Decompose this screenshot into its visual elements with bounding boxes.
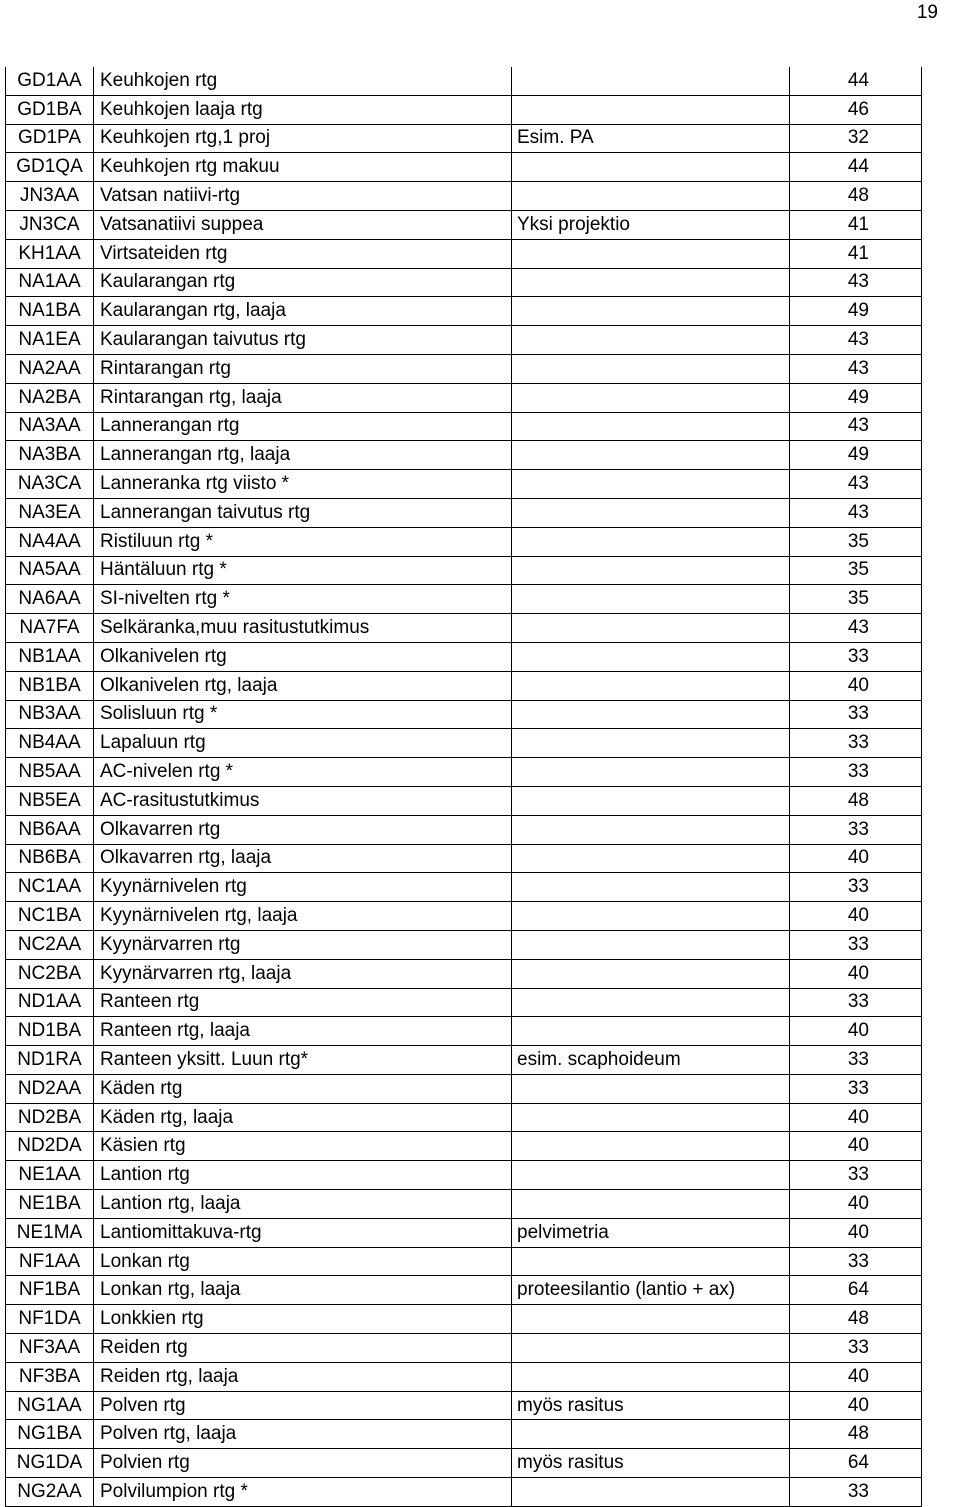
table-row: [6, 873, 922, 902]
procedure-name-cell: Kyynärnivelen rtg: [94, 873, 512, 902]
table-row: [6, 297, 922, 326]
procedure-code-cell: KH1AA: [6, 239, 94, 268]
table-row: [6, 902, 922, 931]
procedure-value-cell: 48: [790, 1305, 922, 1334]
procedure-code-cell: NF1DA: [6, 1305, 94, 1334]
procedure-code-cell: NF1BA: [6, 1276, 94, 1305]
procedure-value-cell: 43: [790, 326, 922, 355]
procedure-note-cell: [512, 556, 790, 585]
procedure-name-cell: Virtsateiden rtg: [94, 239, 512, 268]
table-row: [6, 1017, 922, 1046]
procedure-name-cell: Ranteen rtg, laaja: [94, 1017, 512, 1046]
procedure-name-cell: Polvien rtg: [94, 1449, 512, 1478]
procedure-value-cell: 33: [790, 758, 922, 787]
procedure-note-cell: [512, 67, 790, 95]
procedure-value-cell: 33: [790, 700, 922, 729]
procedure-name-cell: Kaularangan taivutus rtg: [94, 326, 512, 355]
table-row: [6, 210, 922, 239]
procedure-value-cell: 49: [790, 297, 922, 326]
procedure-note-cell: [512, 873, 790, 902]
procedure-note-cell: [512, 1074, 790, 1103]
procedure-note-cell: [512, 1334, 790, 1363]
procedure-note-cell: [512, 786, 790, 815]
procedure-value-cell: 33: [790, 1478, 922, 1507]
procedure-code-cell: NA3EA: [6, 498, 94, 527]
procedure-name-cell: Ranteen yksitt. Luun rtg*: [94, 1046, 512, 1075]
procedure-note-cell: pelvimetria: [512, 1218, 790, 1247]
procedure-code-cell: NA2BA: [6, 383, 94, 412]
procedure-code-cell: NC1BA: [6, 902, 94, 931]
procedure-value-cell: 35: [790, 585, 922, 614]
procedure-note-cell: [512, 758, 790, 787]
procedure-value-cell: 49: [790, 383, 922, 412]
procedure-name-cell: Kaularangan rtg, laaja: [94, 297, 512, 326]
procedure-name-cell: Vatsan natiivi-rtg: [94, 182, 512, 211]
table-row: [6, 671, 922, 700]
procedure-value-cell: 40: [790, 1017, 922, 1046]
procedure-name-cell: Keuhkojen laaja rtg: [94, 95, 512, 124]
procedure-value-cell: 46: [790, 95, 922, 124]
procedure-code-cell: NB5EA: [6, 786, 94, 815]
procedure-name-cell: Lantion rtg: [94, 1161, 512, 1190]
procedure-code-cell: NA3CA: [6, 470, 94, 499]
procedure-note-cell: [512, 412, 790, 441]
table-row: [6, 930, 922, 959]
procedure-code-cell: NB6AA: [6, 815, 94, 844]
procedure-note-cell: proteesilantio (lantio + ax): [512, 1276, 790, 1305]
procedure-code-cell: NC1AA: [6, 873, 94, 902]
procedure-value-cell: 41: [790, 239, 922, 268]
procedure-note-cell: [512, 268, 790, 297]
procedure-name-cell: Olkanivelen rtg, laaja: [94, 671, 512, 700]
procedure-note-cell: [512, 930, 790, 959]
table-row: [6, 585, 922, 614]
procedure-code-cell: NA1EA: [6, 326, 94, 355]
procedure-name-cell: Lapaluun rtg: [94, 729, 512, 758]
procedure-name-cell: Reiden rtg, laaja: [94, 1362, 512, 1391]
procedure-value-cell: 64: [790, 1449, 922, 1478]
procedure-note-cell: [512, 297, 790, 326]
procedure-value-cell: 64: [790, 1276, 922, 1305]
procedure-name-cell: Käden rtg, laaja: [94, 1103, 512, 1132]
procedure-code-cell: NA3BA: [6, 441, 94, 470]
procedure-code-cell: ND2DA: [6, 1132, 94, 1161]
procedure-note-cell: [512, 182, 790, 211]
procedure-code-cell: NA2AA: [6, 354, 94, 383]
procedure-note-cell: [512, 470, 790, 499]
procedure-name-cell: Keuhkojen rtg,1 proj: [94, 124, 512, 153]
procedure-value-cell: 40: [790, 902, 922, 931]
table-row: [6, 182, 922, 211]
procedure-name-cell: Selkäranka,muu rasitustutkimus: [94, 614, 512, 643]
procedure-value-cell: 44: [790, 67, 922, 95]
procedure-code-cell: NF1AA: [6, 1247, 94, 1276]
procedure-note-cell: [512, 1190, 790, 1219]
procedure-note-cell: [512, 1305, 790, 1334]
procedure-name-cell: Lonkan rtg: [94, 1247, 512, 1276]
procedure-code-cell: GD1PA: [6, 124, 94, 153]
procedure-name-cell: Häntäluun rtg *: [94, 556, 512, 585]
procedure-name-cell: SI-nivelten rtg *: [94, 585, 512, 614]
table-row: [6, 470, 922, 499]
procedure-name-cell: Lannerangan rtg, laaja: [94, 441, 512, 470]
procedure-name-cell: Kaularangan rtg: [94, 268, 512, 297]
procedure-name-cell: Solisluun rtg *: [94, 700, 512, 729]
procedure-note-cell: [512, 153, 790, 182]
procedure-note-cell: [512, 959, 790, 988]
table-row: [6, 326, 922, 355]
table-row: [6, 614, 922, 643]
procedure-value-cell: 40: [790, 1218, 922, 1247]
procedure-code-cell: NB3AA: [6, 700, 94, 729]
procedure-note-cell: [512, 585, 790, 614]
procedure-code-table: [5, 67, 922, 1507]
procedure-code-cell: NA6AA: [6, 585, 94, 614]
procedure-code-cell: NB1BA: [6, 671, 94, 700]
procedure-value-cell: 43: [790, 412, 922, 441]
procedure-name-cell: AC-nivelen rtg *: [94, 758, 512, 787]
procedure-value-cell: 40: [790, 1391, 922, 1420]
procedure-name-cell: Polven rtg: [94, 1391, 512, 1420]
procedure-value-cell: 33: [790, 930, 922, 959]
table-row: [6, 153, 922, 182]
procedure-code-cell: NB4AA: [6, 729, 94, 758]
procedure-code-cell: ND1RA: [6, 1046, 94, 1075]
procedure-value-cell: 33: [790, 1334, 922, 1363]
procedure-value-cell: 43: [790, 498, 922, 527]
procedure-value-cell: 33: [790, 815, 922, 844]
procedure-note-cell: [512, 815, 790, 844]
procedure-code-cell: NE1MA: [6, 1218, 94, 1247]
procedure-name-cell: Lannerangan rtg: [94, 412, 512, 441]
procedure-value-cell: 40: [790, 671, 922, 700]
table-row: [6, 354, 922, 383]
procedure-value-cell: 43: [790, 268, 922, 297]
procedure-note-cell: [512, 1478, 790, 1507]
procedure-code-cell: JN3AA: [6, 182, 94, 211]
procedure-note-cell: Esim. PA: [512, 124, 790, 153]
procedure-code-cell: NA1BA: [6, 297, 94, 326]
procedure-name-cell: Ranteen rtg: [94, 988, 512, 1017]
table-row: [6, 1190, 922, 1219]
procedure-note-cell: [512, 1420, 790, 1449]
procedure-note-cell: [512, 1247, 790, 1276]
procedure-code-cell: ND1AA: [6, 988, 94, 1017]
table-row: [6, 1449, 922, 1478]
table-row: [6, 700, 922, 729]
procedure-value-cell: 40: [790, 1132, 922, 1161]
procedure-name-cell: Olkavarren rtg, laaja: [94, 844, 512, 873]
procedure-code-cell: NG2AA: [6, 1478, 94, 1507]
procedure-note-cell: myös rasitus: [512, 1391, 790, 1420]
procedure-note-cell: [512, 1362, 790, 1391]
procedure-code-cell: NA7FA: [6, 614, 94, 643]
procedure-name-cell: Olkavarren rtg: [94, 815, 512, 844]
table-row: [6, 642, 922, 671]
procedure-note-cell: [512, 1132, 790, 1161]
procedure-note-cell: [512, 1017, 790, 1046]
procedure-note-cell: esim. scaphoideum: [512, 1046, 790, 1075]
procedure-value-cell: 49: [790, 441, 922, 470]
procedure-code-cell: NC2AA: [6, 930, 94, 959]
table-row: [6, 268, 922, 297]
table-row: [6, 1161, 922, 1190]
table-row: [6, 1132, 922, 1161]
procedure-code-cell: GD1AA: [6, 67, 94, 95]
procedure-name-cell: Ristiluun rtg *: [94, 527, 512, 556]
procedure-code-cell: ND2AA: [6, 1074, 94, 1103]
page-number: 19: [916, 2, 938, 23]
table-row: [6, 758, 922, 787]
table-row: [6, 383, 922, 412]
procedure-note-cell: [512, 844, 790, 873]
procedure-code-cell: NB6BA: [6, 844, 94, 873]
procedure-code-cell: GD1QA: [6, 153, 94, 182]
procedure-name-cell: Lonkkien rtg: [94, 1305, 512, 1334]
procedure-note-cell: [512, 326, 790, 355]
table-row: [6, 412, 922, 441]
procedure-value-cell: 43: [790, 614, 922, 643]
procedure-name-cell: Rintarangan rtg: [94, 354, 512, 383]
procedure-note-cell: [512, 614, 790, 643]
table-row: [6, 67, 922, 95]
procedure-value-cell: 35: [790, 527, 922, 556]
procedure-note-cell: [512, 902, 790, 931]
procedure-name-cell: Olkanivelen rtg: [94, 642, 512, 671]
procedure-name-cell: Polvilumpion rtg *: [94, 1478, 512, 1507]
procedure-code-cell: NA4AA: [6, 527, 94, 556]
procedure-value-cell: 33: [790, 729, 922, 758]
procedure-note-cell: [512, 441, 790, 470]
procedure-code-cell: GD1BA: [6, 95, 94, 124]
table-row: [6, 1334, 922, 1363]
procedure-value-cell: 40: [790, 1103, 922, 1132]
procedure-value-cell: 33: [790, 873, 922, 902]
procedure-name-cell: Rintarangan rtg, laaja: [94, 383, 512, 412]
table-row: [6, 1046, 922, 1075]
table-row: [6, 498, 922, 527]
procedure-name-cell: Käsien rtg: [94, 1132, 512, 1161]
procedure-name-cell: Keuhkojen rtg: [94, 67, 512, 95]
procedure-name-cell: Kyynärvarren rtg, laaja: [94, 959, 512, 988]
table-row: [6, 959, 922, 988]
procedure-note-cell: [512, 239, 790, 268]
procedure-name-cell: Lannerangan taivutus rtg: [94, 498, 512, 527]
procedure-note-cell: [512, 383, 790, 412]
procedure-value-cell: 33: [790, 642, 922, 671]
procedure-code-cell: ND2BA: [6, 1103, 94, 1132]
procedure-note-cell: [512, 354, 790, 383]
procedure-code-cell: NE1AA: [6, 1161, 94, 1190]
procedure-code-cell: NA5AA: [6, 556, 94, 585]
procedure-value-cell: 33: [790, 1247, 922, 1276]
procedure-value-cell: 40: [790, 959, 922, 988]
procedure-name-cell: Lantiomittakuva-rtg: [94, 1218, 512, 1247]
procedure-note-cell: [512, 527, 790, 556]
procedure-note-cell: [512, 498, 790, 527]
table-row: [6, 1391, 922, 1420]
table-row: [6, 124, 922, 153]
procedure-name-cell: Käden rtg: [94, 1074, 512, 1103]
procedure-note-cell: [512, 1161, 790, 1190]
procedure-value-cell: 40: [790, 1190, 922, 1219]
procedure-name-cell: Lantion rtg, laaja: [94, 1190, 512, 1219]
procedure-value-cell: 43: [790, 470, 922, 499]
procedure-code-cell: NA1AA: [6, 268, 94, 297]
table-row: [6, 1362, 922, 1391]
procedure-value-cell: 33: [790, 1046, 922, 1075]
table-body: [6, 67, 922, 1506]
table-row: [6, 441, 922, 470]
procedure-name-cell: Kyynärnivelen rtg, laaja: [94, 902, 512, 931]
procedure-code-cell: JN3CA: [6, 210, 94, 239]
procedure-value-cell: 41: [790, 210, 922, 239]
table-row: [6, 786, 922, 815]
procedure-name-cell: Vatsanatiivi suppea: [94, 210, 512, 239]
table-row: [6, 729, 922, 758]
procedure-code-cell: NG1DA: [6, 1449, 94, 1478]
table-row: [6, 95, 922, 124]
procedure-code-cell: NE1BA: [6, 1190, 94, 1219]
procedure-name-cell: Lonkan rtg, laaja: [94, 1276, 512, 1305]
table-row: [6, 1218, 922, 1247]
procedure-code-cell: NF3AA: [6, 1334, 94, 1363]
table-row: [6, 844, 922, 873]
procedure-name-cell: Keuhkojen rtg makuu: [94, 153, 512, 182]
table-row: [6, 1247, 922, 1276]
procedure-name-cell: AC-rasitustutkimus: [94, 786, 512, 815]
table-row: [6, 239, 922, 268]
procedure-value-cell: 33: [790, 988, 922, 1017]
procedure-code-cell: NB1AA: [6, 642, 94, 671]
table-row: [6, 1103, 922, 1132]
table-row: [6, 1276, 922, 1305]
table-row: [6, 1074, 922, 1103]
procedure-code-cell: NB5AA: [6, 758, 94, 787]
procedure-value-cell: 33: [790, 1074, 922, 1103]
table-row: [6, 1420, 922, 1449]
procedure-value-cell: 48: [790, 182, 922, 211]
procedure-code-cell: NA3AA: [6, 412, 94, 441]
procedure-note-cell: [512, 729, 790, 758]
procedure-note-cell: myös rasitus: [512, 1449, 790, 1478]
procedure-value-cell: 40: [790, 1362, 922, 1391]
table-row: [6, 815, 922, 844]
procedure-name-cell: Polven rtg, laaja: [94, 1420, 512, 1449]
table-row: [6, 988, 922, 1017]
procedure-value-cell: 40: [790, 844, 922, 873]
procedure-value-cell: 35: [790, 556, 922, 585]
procedure-value-cell: 43: [790, 354, 922, 383]
procedure-name-cell: Lanneranka rtg viisto *: [94, 470, 512, 499]
procedure-value-cell: 33: [790, 1161, 922, 1190]
procedure-note-cell: Yksi projektio: [512, 210, 790, 239]
procedure-code-cell: ND1BA: [6, 1017, 94, 1046]
procedure-value-cell: 44: [790, 153, 922, 182]
procedure-code-cell: NG1AA: [6, 1391, 94, 1420]
procedure-code-cell: NC2BA: [6, 959, 94, 988]
procedure-value-cell: 48: [790, 786, 922, 815]
procedure-code-cell: NF3BA: [6, 1362, 94, 1391]
procedure-code-cell: NG1BA: [6, 1420, 94, 1449]
procedure-name-cell: Reiden rtg: [94, 1334, 512, 1363]
procedure-note-cell: [512, 1103, 790, 1132]
procedure-note-cell: [512, 700, 790, 729]
table-row: [6, 527, 922, 556]
procedure-name-cell: Kyynärvarren rtg: [94, 930, 512, 959]
table-row: [6, 1305, 922, 1334]
table-row: [6, 1478, 922, 1507]
procedure-value-cell: 48: [790, 1420, 922, 1449]
procedure-note-cell: [512, 671, 790, 700]
procedure-note-cell: [512, 95, 790, 124]
table-row: [6, 556, 922, 585]
procedure-note-cell: [512, 642, 790, 671]
procedure-note-cell: [512, 988, 790, 1017]
procedure-value-cell: 32: [790, 124, 922, 153]
